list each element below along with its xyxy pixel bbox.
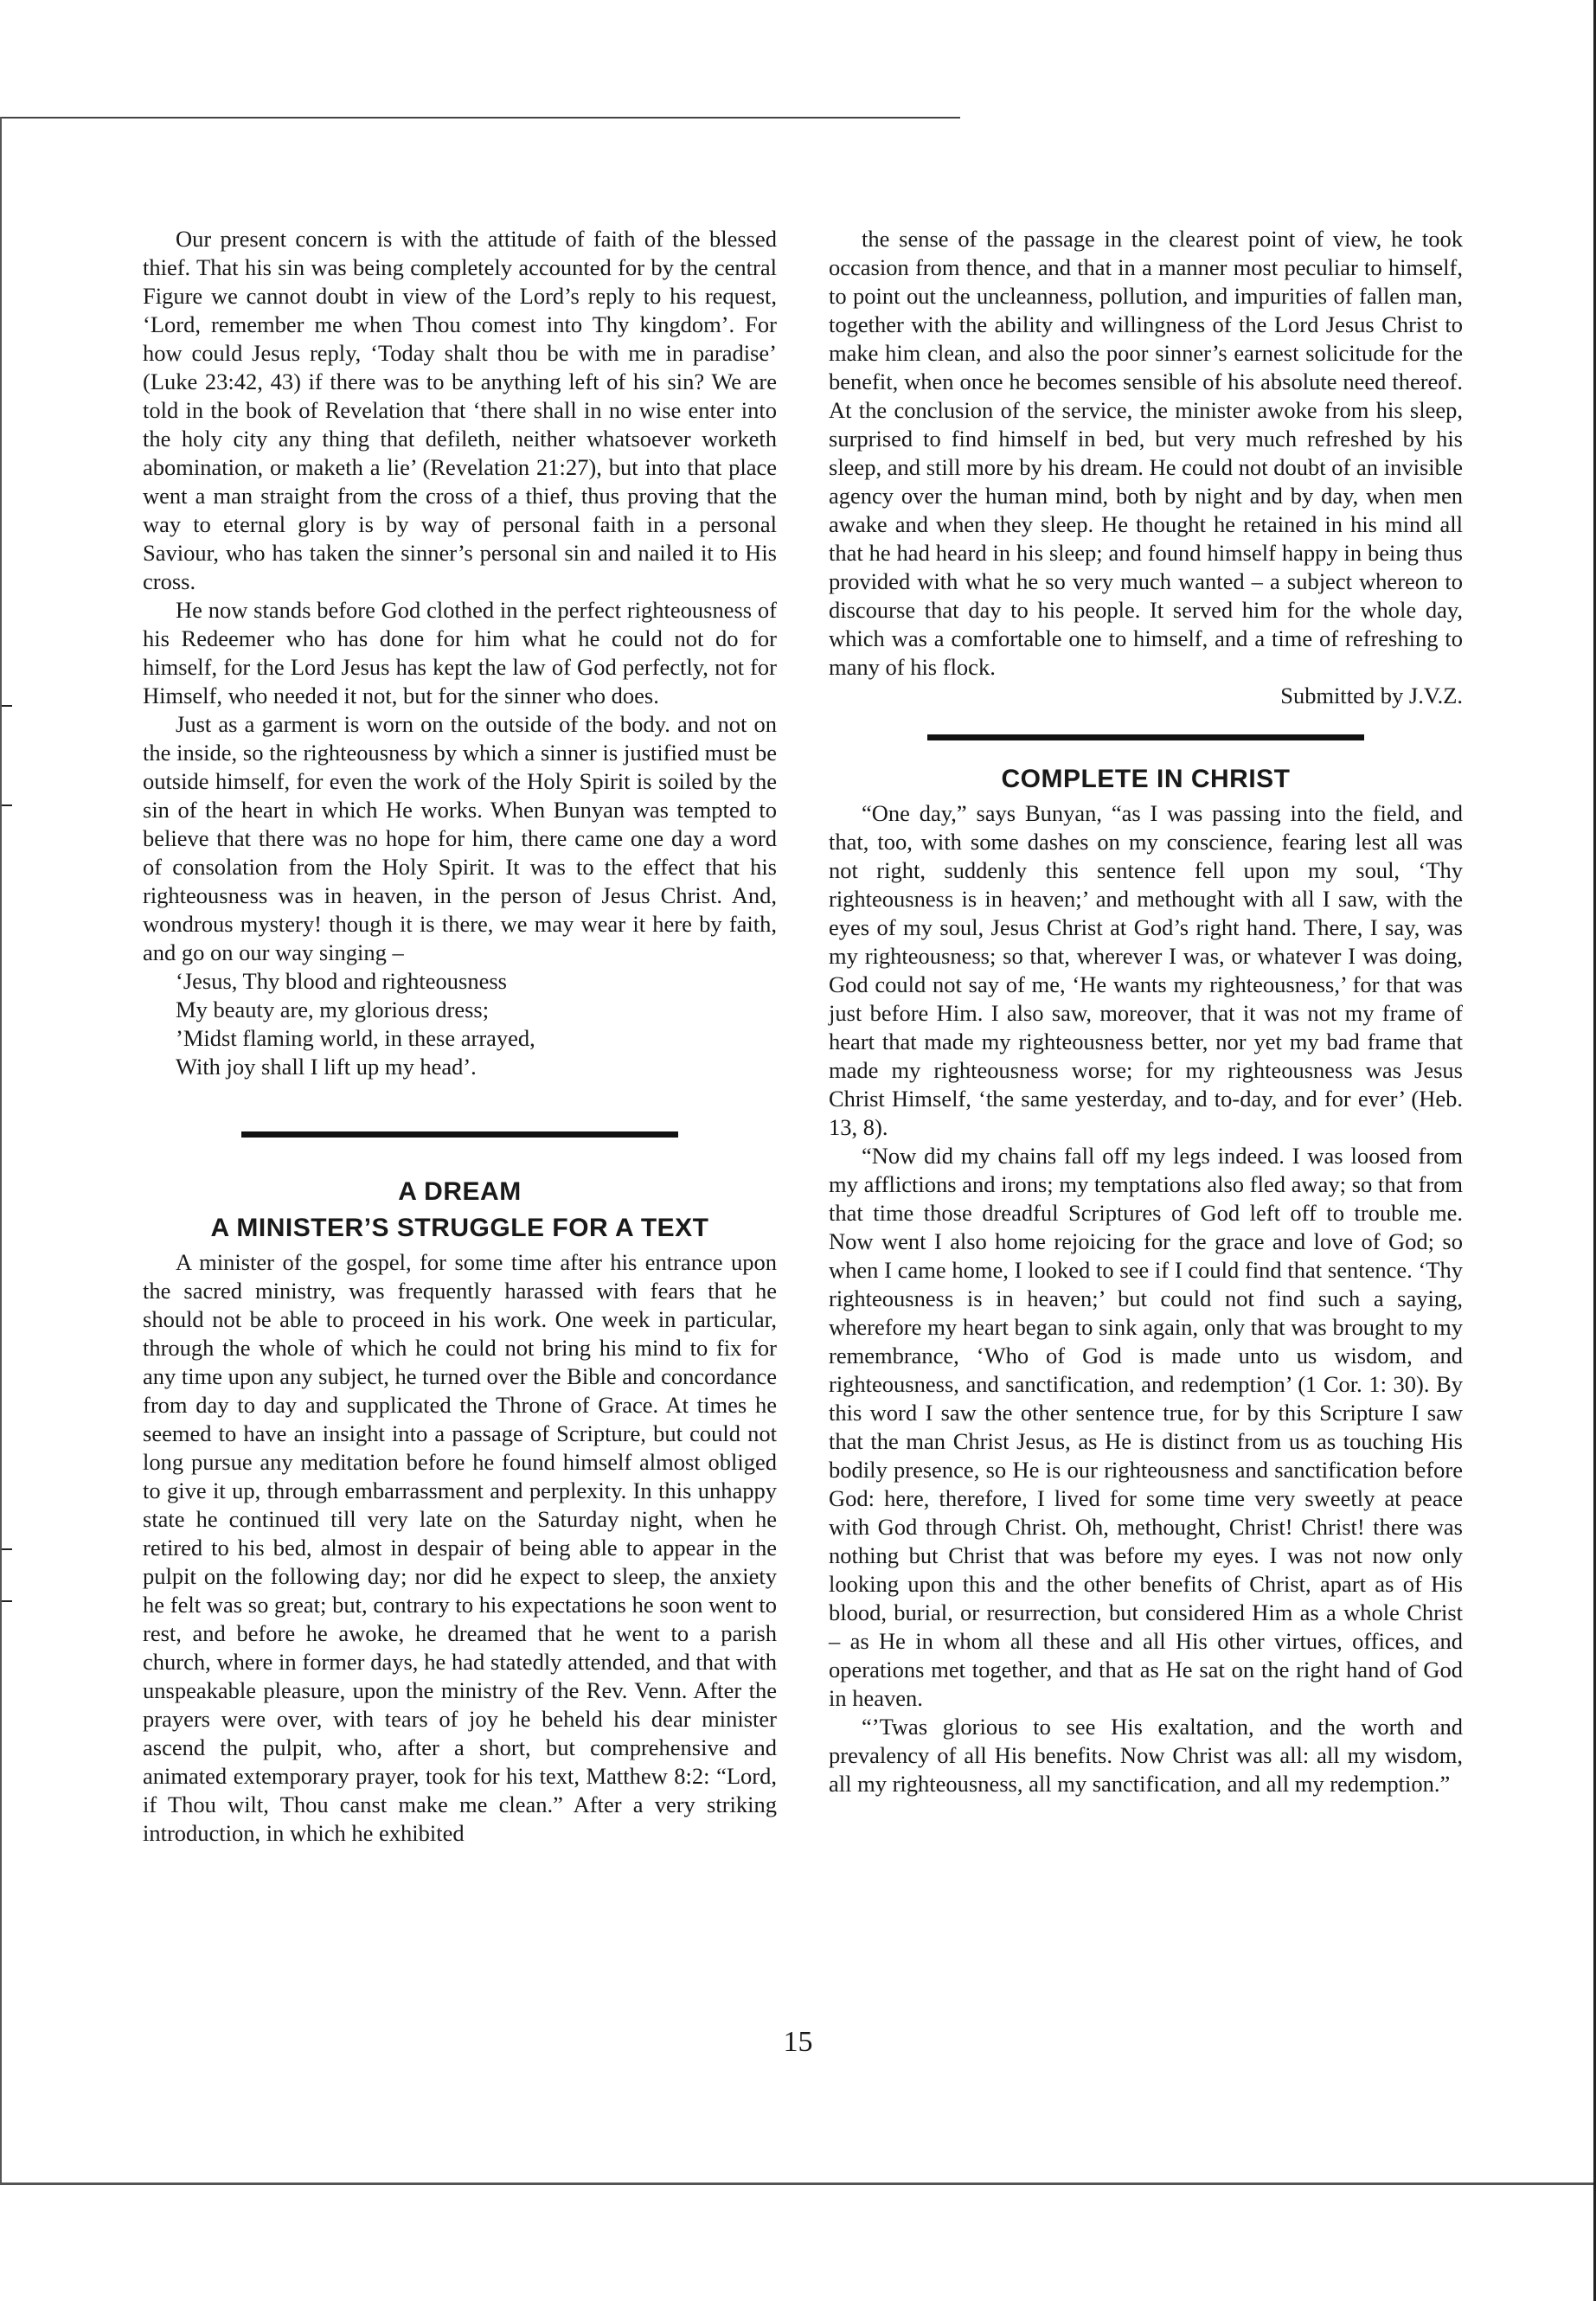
paragraph: A minister of the gospel, for some time after his entrance upon the sacred ministry, was frequently harassed with fears that he should not be able to proceed in his work. One week in particular, through the whole of which he could not bring his mind to fix for any time upon any subject, he turned over the Bible and concordance from day to day and supplicated the Throne of Grace. At times he seemed to have an insight into a passage of Scripture, but could not long pursue any meditation before he found himself almost obliged to give it up, through embarrassment and perplexity. In this unhappy state he continued till very late on the Saturday night, when he retired to his bed, almost in despair of being able to appear in the pulpit on the following day; nor did he expect to sleep, the anxiety he felt was so great; but, contrary to his expectations he soon went to rest, and before he awoke, he dreamed that he went to a parish church, where in former days, he had statedly attended, and that with unspeakable pleasure, upon the ministry of the Rev. Venn. After the prayers were over, with tears of joy he beheld his dear minister ascend the pulpit, who, after a short, but comprehensive and animated extemporary prayer, took for his text, Matthew 8:2: “Lord, if Thou wilt, Thou canst make me clean.” After a very striking introduction, in which he exhibited xyxy=(143,1249,777,1846)
hymn-line: ‘Jesus, Thy blood and righteousness xyxy=(176,968,507,994)
paragraph: Just as a garment is worn on the outside of the body. and not on the inside, so the righteousness by which a sinner is justified must be outside himself, for even the work of the Holy Spirit is soiled by the sin of the heart in which He works. When Bunyan was tempted to believe that there was no hope for him, there came one day a word of consolation from the Holy Spirit. It was to the effect that his righteousness was in heaven, in the person of Jesus Christ. And, wondrous mystery! though it is there, we may wear it here by faith, and go on our way singing – xyxy=(143,711,777,965)
hymn-quote xyxy=(176,967,777,1081)
paragraph: “’Twas glorious to see His exaltation, and the worth and prevalency of all His benefits. Now Christ was all: all my wisdom, all my righteousness, all my sanctification, and all my redemption.” xyxy=(829,1714,1463,1797)
section-divider xyxy=(927,734,1364,740)
paragraph: He now stands before God clothed in the perfect righteousness of his Redeemer who has done for him what he could not do for himself, for the Lord Jesus has kept the law of God perfectly, not for Himself, who needed it not, but for the sinner who does. xyxy=(143,597,777,708)
hymn-line: With joy shall I lift up my head’. xyxy=(176,1054,477,1080)
paragraph: “One day,” says Bunyan, “as I was passing into the field, and that, too, with some dashes on my conscience, fearing lest all was not right, suddenly this sentence fell upon my soul, ‘Thy righteousness is in heaven;’ and methought with all I saw, with the eyes of my soul, Jesus Christ at God’s right hand. There, I say, was my righteousness; so that, wherever I was, or whatever I was doing, God could not say of me, ‘He wants my righteousness,’ for that was just before Him. I also saw, moreover, that it was not my frame of heart that made my righteousness better, nor yet my bad frame that made my righteousness worse; for my righteousness was Jesus Christ Himself, ‘the same yesterday, and to-day, and for ever’ (Heb. 13, 8). xyxy=(829,800,1463,1140)
section-heading: A DREAM xyxy=(398,1177,522,1206)
hymn-line: My beauty are, my glorious dress; xyxy=(176,997,490,1022)
margin-tick xyxy=(2,1548,12,1550)
paragraph: Our present concern is with the attitude of faith of the blessed thief. That his sin was being completely accounted for by the central Figure we cannot doubt in view of the Lord’s reply to his request, ‘Lord, remember me when Thou comest into Thy kingdom’. For how could Jesus reply, ‘Today shalt thou be with me in paradise’ (Luke 23:42, 43) if there was to be anything left of his sin? We are told in the book of Revelation that ‘there shall in no wise enter into the holy city any thing that defileth, neither whatsoever worketh abomination, or maketh a lie’ (Revelation 21:27), but into that place went a man straight from the cross of a thief, thus proving that the way to eternal glory is by way of personal faith in a personal Saviour, who has taken the sinner’s personal sin and nailed it to His cross. xyxy=(143,226,777,594)
submitted-by: Submitted by J.V.Z. xyxy=(1280,683,1463,708)
margin-tick xyxy=(2,804,12,806)
page-edge-left xyxy=(0,117,2,2184)
margin-tick xyxy=(2,705,12,707)
paragraph: the sense of the passage in the clearest point of view, he took occasion from thence, and that in a manner most peculiar to himself, to point out the uncleanness, pollution, and impurities of fallen man, together with the ability and willingness of the Lord Jesus Christ to make him clean, and also the poor sinner’s earnest solicitude for the benefit, when once he becomes sensible of his absolute need thereof. At the conclusion of the service, the minister awoke from his sleep, surprised to find himself in bed, but very much refreshed by his sleep, and still more by his dream. He could not doubt of an invisible agency over the human mind, both by night and by day, when men awake and when they sleep. He thought he retained in his mind all that he had heard in his sleep; and found himself happy in being thus provided with what he so very much wanted – a subject whereon to discourse that day to his people. It served him for the whole day, which was a comfortable one to himself, and a time of refreshing to many of his flock. xyxy=(829,226,1463,680)
hymn-line: ’Midst flaming world, in these arrayed, xyxy=(176,1025,535,1051)
paragraph: “Now did my chains fall off my legs indeed. I was loosed from my afflictions and irons; my temptations also fled away; so that from that time those dreadful Scriptures of God left off to trouble me. Now went I also home rejoicing for the grace and love of God; so when I came home, I looked to see if I could find that sentence. ‘Thy righteousness is in heaven;’ but could not find such a saying, wherefore my heart began to sink again, only that was brought to my remembrance, ‘Who of God is made unto us wisdom, and righteousness, and sanctification, and redemption’ (1 Cor. 1: 30). By this word I saw the other sentence true, for by this Scripture I saw that the man Christ Jesus, as He is distinct from us as touching His bodily presence, so He is our righteousness and sanctification before God: here, therefore, I lived for some time very sweetly at peace with God through Christ. Oh, methought, Christ! Christ! there was nothing but Christ that was before my eyes. I was not now only looking upon this and the other benefits of Christ, apart as of His blood, burial, or resurrection, but considered Him as a whole Christ – as He in whom all these and all His other virtues, offices, and operations met together, and that as He sat on the right hand of God in heaven. xyxy=(829,1143,1463,1711)
page-number: 15 xyxy=(783,2026,813,2058)
margin-tick xyxy=(2,1600,12,1602)
right-column xyxy=(829,225,1463,1798)
left-column xyxy=(143,225,777,1848)
section-divider xyxy=(241,1131,678,1138)
page-edge-top xyxy=(0,117,960,119)
page-edge-bottom xyxy=(0,2182,1593,2185)
section-heading: COMPLETE IN CHRIST xyxy=(1001,765,1291,793)
section-subheading: A MINISTER’S STRUGGLE FOR A TEXT xyxy=(210,1214,709,1242)
